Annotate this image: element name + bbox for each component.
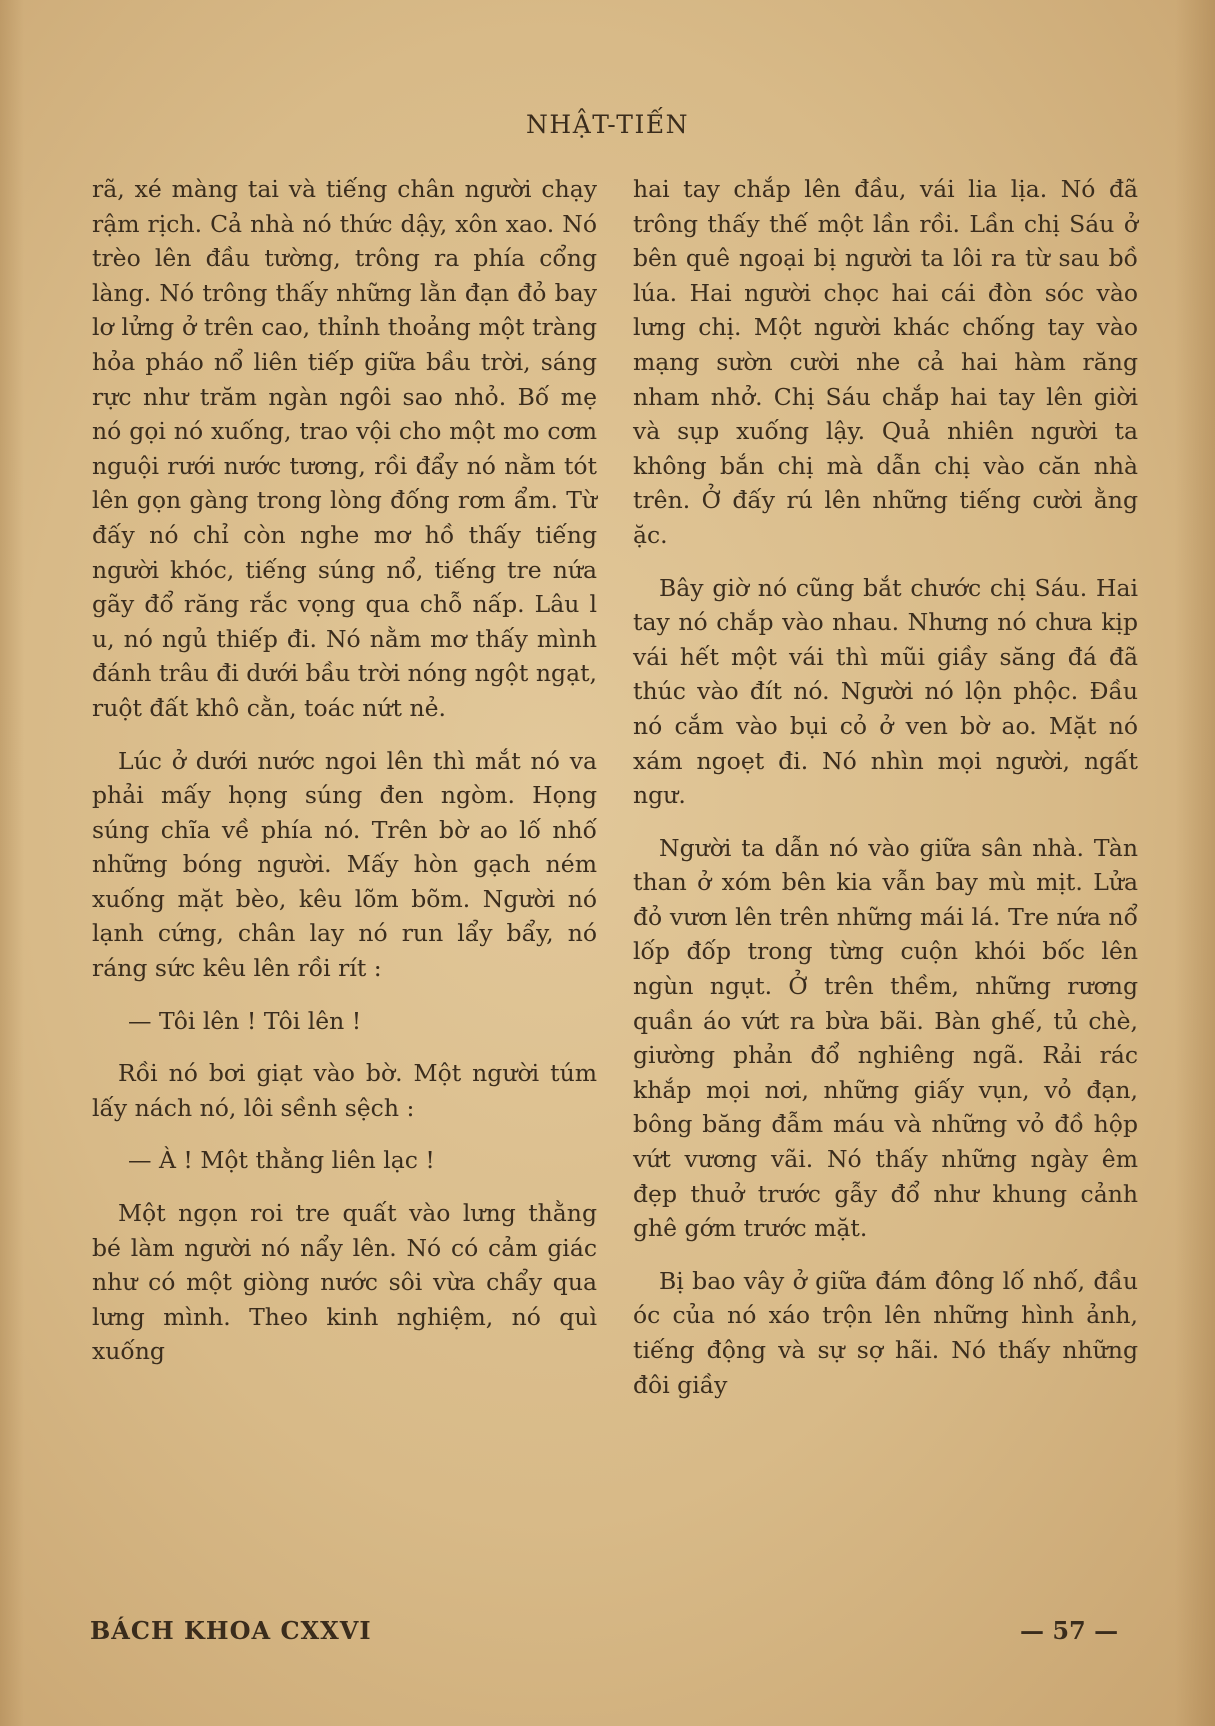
paragraph: Người ta dẫn nó vào giữa sân nhà. Tàn than ở xóm bên kia vẫn bay mù mịt. Lửa đỏ vươn lên trên những mái lá. Tre nứa nổ lốp đốp trong từng cuộn khói bốc lên ngùn ngụt. Ở trên thềm, những rương quần áo vứt ra bừa bãi. Bàn ghế, tủ chè, giường phản đổ nghiêng ngã. Rải rác khắp mọi nơi, những giấy vụn, vỏ đạn, bông băng đẫm máu và những vỏ đồ hộp vứt vương vãi. Nó thấy những ngày êm đẹp thuở trước gẫy đổ như khung cảnh ghê gớm trước mặt. (633, 833, 1138, 1243)
paragraph: Rồi nó bơi giạt vào bờ. Một người túm lấy nách nó, lôi sềnh sệch : (92, 1059, 597, 1122)
right-column (633, 172, 1138, 1420)
paragraph: Lúc ở dưới nước ngoi lên thì mắt nó va phải mấy họng súng đen ngòm. Họng súng chĩa về phía nó. Trên bờ ao lố nhố những bóng người. Mấy hòn gạch ném xuống mặt bèo, kêu lõm bõm. Người nó lạnh cứng, chân lay nó run lẩy bẩy, nó ráng sức kêu lên rồi rít : (92, 746, 597, 983)
paragraph: rã, xé màng tai và tiếng chân người chạy rậm rịch. Cả nhà nó thức dậy, xôn xao. Nó trèo lên đầu tường, trông ra phía cổng làng. Nó trông thấy những lằn đạn đỏ bay lơ lửng ở trên cao, thỉnh thoảng một tràng hỏa pháo nổ liên tiếp giữa bầu trời, sáng rực như trăm ngàn ngôi sao nhỏ. Bố mẹ nó gọi nó xuống, trao vội cho một mo cơm nguội rưới nước tương, rồi đẩy nó nằm tót lên gọn gàng trong lòng đống rơm ẩm. Từ đấy nó chỉ còn nghe mơ hồ thấy tiếng người khóc, tiếng súng nổ, tiếng tre nứa gãy đổ răng rắc vọng qua chỗ nấp. Lâu l u, nó ngủ thiếp đi. Nó nằm mơ thấy mình đánh trâu đi dưới bầu trời nóng ngột ngạt, ruột đất khô cằn, toác nứt nẻ. (92, 175, 597, 722)
paragraph: Một ngọn roi tre quất vào lưng thằng bé làm người nó nẩy lên. Nó có cảm giác như có một giòng nước sôi vừa chẩy qua lưng mình. Theo kinh nghiệm, nó quì xuống (92, 1199, 597, 1366)
left-column (92, 172, 597, 1387)
page-number: — 57 — (1020, 1616, 1119, 1645)
paragraph: hai tay chắp lên đầu, vái lia lịa. Nó đã trông thấy thế một lần rồi. Lần chị Sáu ở bên quê ngoại bị người ta lôi ra từ sau bồ lúa. Hai người chọc hai cái đòn sóc vào lưng chị. Một người khác chống tay vào mạng sườn cười nhe cả hai hàm răng nham nhở. Chị Sáu chắp hai tay lên giời và sụp xuống lậy. Quả nhiên người ta không bắn chị mà dẫn chị vào căn nhà trên. Ở đấy rú lên những tiếng cười ằng ặc. (633, 175, 1138, 549)
paragraph: Bị bao vây ở giữa đám đông lố nhố, đầu óc của nó xáo trộn lên những hình ảnh, tiếng động và sự sợ hãi. Nó thấy những đôi giầy (633, 1266, 1138, 1399)
running-header: NHẬT-TIẾN (526, 110, 689, 139)
dialogue-line: — Tôi lên ! Tôi lên ! (128, 1006, 362, 1035)
page-edge-shadow-right (1175, 0, 1215, 1726)
page-edge-shadow-left (0, 0, 24, 1726)
publication-footer: BÁCH KHOA CXXVI (90, 1616, 372, 1645)
paragraph: Bây giờ nó cũng bắt chước chị Sáu. Hai tay nó chắp vào nhau. Nhưng nó chưa kịp vái hết một vái thì mũi giầy săng đá đã thúc vào đít nó. Người nó lộn phộc. Đầu nó cắm vào bụi cỏ ở ven bờ ao. Mặt nó xám ngoẹt đi. Nó nhìn mọi người, ngất ngư. (633, 573, 1138, 810)
dialogue-line: — À ! Một thằng liên lạc ! (128, 1146, 435, 1175)
